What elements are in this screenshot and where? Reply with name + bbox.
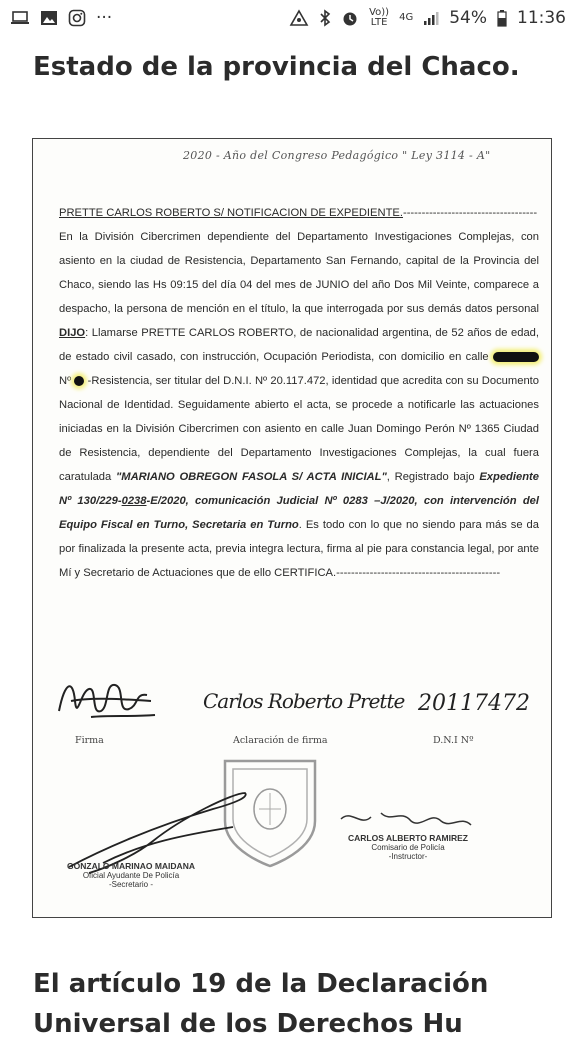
next-article-heading: El artículo 19 de la Declaración Universal de los Derechos Hu <box>33 969 489 1039</box>
secretary-rank: Oficial Ayudante De Policía <box>82 871 180 880</box>
status-bar <box>0 0 576 36</box>
secretary-block <box>51 861 211 889</box>
instagram-icon <box>68 9 86 27</box>
signal-icon <box>423 10 439 26</box>
document-body <box>59 201 539 585</box>
redacted-number <box>74 376 84 386</box>
caption-firma: Firma <box>75 735 104 746</box>
status-bar-notifications <box>10 8 112 28</box>
volte-icon: Vo)) LTE <box>369 7 390 28</box>
handwritten-name: Carlos Roberto Prette <box>203 689 405 713</box>
case-name: "MARIANO OBREGON FASOLA S/ ACTA INICIAL" <box>115 471 387 483</box>
caption-aclaracion: Aclaración de firma <box>233 735 328 746</box>
instructor-name: CARLOS ALBERTO RAMIREZ <box>348 833 468 843</box>
caption-dni: D.N.I Nº <box>433 735 474 746</box>
handwritten-dni: 20117472 <box>418 691 530 716</box>
laptop-icon <box>10 10 30 26</box>
battery-percent: 54% <box>449 8 487 28</box>
document-paragraph: En la División Cibercrimen dependiente del Departamento Investigaciones Complejas, con asiento en la ciudad de Resistencia, Departamento San Fernando, capital de la Provincia del Chaco, siendo las Hs 09:15 del día 04 del mes de JUNIO del año Dos Mil Veinte, comparece a despacho, la persona de mención en el título, la que interrogada por sus demás datos personal DIJO: Llamarse PRETTE CARLOS ROBERTO, de nacionalidad argentina, de 52 años de edad, de estado civil casado, con instrucción, Ocupación Periodista, con domicilio en calle Nº -Resistencia, ser titular del D.N.I. Nº 20.117.472, identidad que acredita con su Documento Nacional de Identidad. Seguidamente abierto el acta, se procede a notificarle las actuaciones iniciadas en la División Cibercrimen con asiento en calle Juan Domingo Perón Nº 1365 Ciudad de Resistencia, dependiente del Departamento Investigaciones Complejas, la cual fuera caratulada "MARIANO OBREGON FASOLA S/ ACTA INICIAL", Registrado bajo Expediente Nº 130/229-0238-E/2020, comunicación Judicial Nº 0283 –J/2020, con intervención del Equipo Fiscal en Turno, Secretaria en Turno. Es todo con lo que no siendo para más se da por finalizada la presente acta, previa integra lectura, firma al pie para constancia legal, por ante Mí y Secretario de Actuaciones que de ello CERTIFICA.-------------------------------------------- <box>59 231 539 579</box>
expediente-number: Expediente Nº 130/229-0238-E/2020, comunicación Judicial Nº 0283 –J/2020, con intervención del Equipo Fiscal en Turno, Secretaria en Turno <box>59 471 539 531</box>
image-icon <box>40 10 58 26</box>
article-headline: Estado de la provincia del Chaco. <box>33 52 520 82</box>
signature-scribble <box>51 671 161 731</box>
secretary-role: -Secretario - <box>108 880 153 889</box>
instructor-role: -Instructor- <box>388 852 428 861</box>
battery-icon <box>497 9 507 27</box>
clock: 11:36 <box>517 8 566 28</box>
scanned-document[interactable] <box>32 138 552 918</box>
alarm-icon <box>341 9 359 27</box>
bluetooth-icon <box>319 9 331 27</box>
sync-icon <box>289 9 309 27</box>
dijo-text: DIJO <box>59 327 86 339</box>
status-bar-system <box>289 8 566 28</box>
document-title: PRETTE CARLOS ROBERTO S/ NOTIFICACION DE EXPEDIENTE. <box>59 207 403 219</box>
instructor-rank: Comisario de Policía <box>371 843 445 852</box>
instructor-block <box>333 833 483 861</box>
network-type: 4G <box>399 12 414 23</box>
document-header: 2020 - Año del Congreso Pedagógico " Ley 3114 - A" <box>183 149 491 162</box>
document-title-line: PRETTE CARLOS ROBERTO S/ NOTIFICACION DE EXPEDIENTE.------------------------------------ <box>59 207 538 219</box>
redacted-address <box>493 352 539 362</box>
secretary-name: GONZALO MARINAO MAIDANA <box>67 861 195 871</box>
more-icon: ··· <box>96 8 113 28</box>
